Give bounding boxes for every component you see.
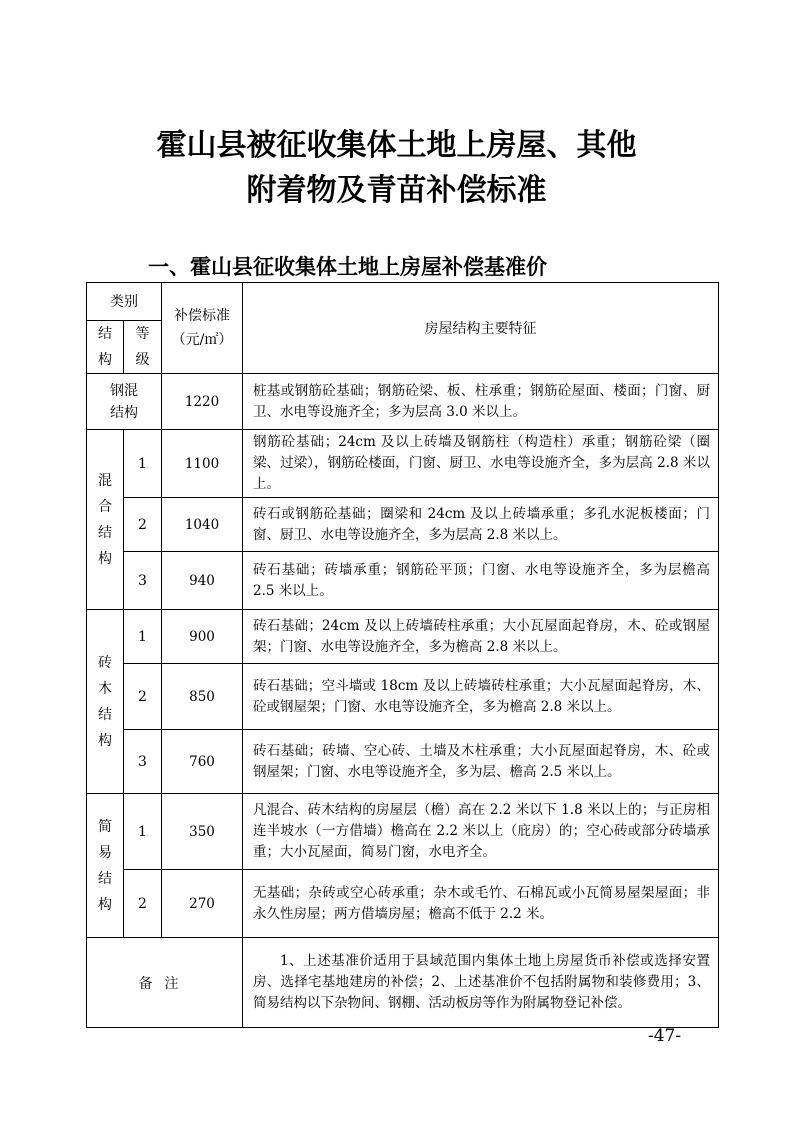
table-row [87, 430, 719, 498]
table-row [87, 664, 719, 730]
table-row [87, 610, 719, 664]
grade-cell: 2 [124, 664, 162, 730]
description-cell: 砖石基础；空斗墙或 18cm 及以上砖墙砖柱承重；大小瓦屋面起脊房，木、砼或钢屋架；门窗、水电等设施齐全，多为檐高 2.8 米以上。 [243, 664, 719, 730]
price-cell: 940 [162, 552, 243, 610]
price-cell: 1040 [162, 498, 243, 552]
table-row [87, 870, 719, 938]
structure-cell: 砖木结构 [87, 610, 124, 794]
description-cell: 钢筋砼基础；24cm 及以上砖墙及钢筋柱（构造柱）承重；钢筋砼梁（圈梁、过梁），钢筋砼楼面，门窗、厨卫、水电等设施齐全，多为层高 2.8 米以上。 [243, 430, 719, 498]
structure-cell: 钢混结构 [87, 374, 162, 430]
remarks-text: 1、上述基准价适用于县域范围内集体土地上房屋货币补偿或选择安置房、选择宅基地建房的补偿；2、上述基准价不包括附属物和装修费用；3、简易结构以下杂物间、钢棚、活动板房等作为附属物登记补偿。 [243, 938, 719, 1028]
description-cell: 砖石基础；24cm 及以上砖墙砖柱承重；大小瓦屋面起脊房，木、砼或钢屋架；门窗、水电等设施齐全，多为檐高 2.8 米以上。 [243, 610, 719, 664]
header-structure: 结构 [87, 321, 124, 374]
document-title-line2: 附着物及青苗补偿标准 [246, 173, 547, 208]
table-row [87, 552, 719, 610]
description-cell: 砖石或钢筋砼基础；圈梁和 24cm 及以上砖墙承重；多孔水泥板楼面；门窗、厨卫、水电等设施齐全，多为层高 2.8 米以上。 [243, 498, 719, 552]
grade-cell: 2 [124, 498, 162, 552]
table-row [87, 730, 719, 794]
table-row [87, 498, 719, 552]
document-title-line1: 霍山县被征收集体土地上房屋、其他 [156, 128, 637, 163]
grade-cell: 1 [124, 794, 162, 870]
header-category: 类别 [87, 283, 162, 321]
page-number: -47- [648, 1026, 682, 1046]
price-cell: 270 [162, 870, 243, 938]
price-cell: 760 [162, 730, 243, 794]
grade-cell: 3 [124, 730, 162, 794]
grade-cell: 2 [124, 870, 162, 938]
compensation-table [86, 282, 719, 1028]
structure-cell: 混合结构 [87, 430, 124, 610]
header-standard: 补偿标准 （元/㎡） [162, 283, 243, 374]
header-features: 房屋结构主要特征 [243, 283, 719, 374]
price-cell: 900 [162, 610, 243, 664]
table-row [87, 794, 719, 870]
description-cell: 无基础；杂砖或空心砖承重；杂木或毛竹、石棉瓦或小瓦简易屋架屋面；非永久性房屋；两方借墙房屋；檐高不低于 2.2 米。 [243, 870, 719, 938]
grade-cell: 1 [124, 430, 162, 498]
price-cell: 350 [162, 794, 243, 870]
remarks-label: 备注 [87, 938, 243, 1028]
grade-cell: 3 [124, 552, 162, 610]
price-cell: 1220 [162, 374, 243, 430]
structure-cell: 简易结构 [87, 794, 124, 938]
price-cell: 1100 [162, 430, 243, 498]
section-heading: 一、霍山县征收集体土地上房屋补偿基准价 [148, 255, 547, 279]
description-cell: 凡混合、砖木结构的房屋层（檐）高在 2.2 米以下 1.8 米以上的；与正房相连半坡水（一方借墙）檐高在 2.2 米以上（庇房）的；空心砖或部分砖墙承重；大小瓦屋面，简易门窗，水电齐全。 [243, 794, 719, 870]
description-cell: 桩基或钢筋砼基础；钢筋砼梁、板、柱承重；钢筋砼屋面、楼面；门窗、厨卫、水电等设施齐全；多为层高 3.0 米以上。 [243, 374, 719, 430]
grade-cell: 1 [124, 610, 162, 664]
header-grade: 等级 [124, 321, 162, 374]
description-cell: 砖石基础；砖墙、空心砖、土墙及木柱承重；大小瓦屋面起脊房，木、砼或钢屋架；门窗、水电等设施齐全，多为层、檐高 2.5 米以上。 [243, 730, 719, 794]
description-cell: 砖石基础；砖墙承重；钢筋砼平顶；门窗、水电等设施齐全，多为层檐高 2.5 米以上。 [243, 552, 719, 610]
remarks-row [87, 938, 719, 1028]
price-cell: 850 [162, 664, 243, 730]
table-row [87, 374, 719, 430]
